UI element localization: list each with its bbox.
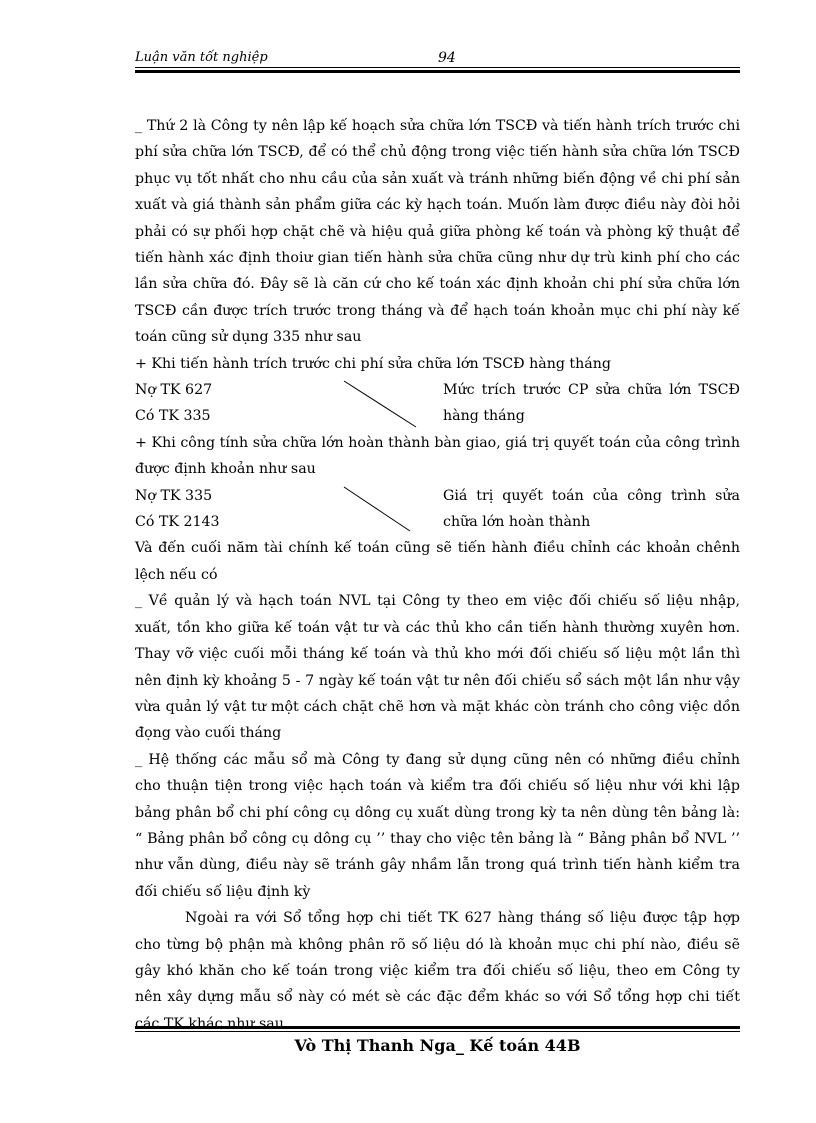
- paragraph-tscd-repair: _ Thứ 2 là Công ty nên lập kế hoạch sửa chữa lớn TSCĐ và tiến hành trích trước chi phí sửa chữa lớn TSCĐ, để có thể chủ động trong việc tiến hành sửa chữa lớn TSCĐ phục vụ tốt nhất cho nhu cầu của sản xuất và tránh những biến động về chi phí sản xuất và giá thành sản phẩm giữa các kỳ hạch toán. Muốn làm được điều này đòi hỏi phải có sự phối hợp chặt chẽ và hiệu quả giữa phòng kế toán và phòng kỹ thuật để tiến hành xác định thoiư gian tiến hành sửa chữa cũng như dự trù kinh phí cho các lần sửa chữa đó. Đây sẽ là căn cứ cho kế toán xác định khoản chi phí sửa chữa lớn TSCĐ cần được trích trước trong tháng và để hạch toán khoản mục chi phí này kế toán cũng sử dụng 335 như sau: [135, 118, 740, 346]
- paragraph-repair-completed: + Khi công tính sửa chữa lớn hoàn thành bàn giao, giá trị quyết toán của công trình được định khoản như sau: [135, 434, 740, 478]
- connector-line: [340, 379, 420, 431]
- page-number: 94: [438, 50, 456, 66]
- header-rule-thick: [135, 70, 740, 73]
- journal-entry-settlement: [135, 483, 740, 536]
- document-body: [135, 113, 740, 1037]
- paragraph-year-end: Và đến cuối năm tài chính kế toán cũng sẽ tiến hành điều chỉnh các khoản chênh lệch nếu có: [135, 540, 740, 583]
- thesis-title: Luận văn tốt nghiệp: [135, 50, 268, 65]
- author-name: Vò Thị Thanh Nga_ Kế toán 44B: [294, 1036, 581, 1055]
- header-rule-thin: [135, 67, 740, 68]
- footer-rule-thick: [135, 1026, 740, 1029]
- entry-credit: Có TK 335: [135, 408, 211, 425]
- paragraph-material-reconciliation: _ Về quản lý và hạch toán NVL tại Công ty theo em việc đối chiếu số liệu nhập, xuất, tồn kho giữa kế toán vật tư và các thủ kho cần tiến hành thường xuyên hơn. Thay vỡ việc cuối mỗi tháng kế toán và thủ kho mới đối chiếu số liệu một lần thì nên định kỳ khoảng 5 - 7 ngày kế toán vật tư nên đối chiếu sổ sách một lần như vậy vừa quản lý vật tư một cách chặt chẽ hơn và mặt khác còn tránh cho công việc dồn đọng vào cuối tháng: [135, 593, 740, 742]
- paragraph-monthly-accrual: + Khi tiến hành trích trước chi phí sửa chữa lớn TSCĐ hàng tháng: [135, 355, 611, 372]
- page-header: [135, 44, 740, 74]
- entry-description: Giá trị quyết toán của công trình sửa chữa lớn hoàn thành: [443, 487, 740, 531]
- paragraph-tk627-ledger: Ngoài ra với Sổ tổng hợp chi tiết TK 627 hàng tháng số liệu được tập hợp cho từng bộ phận mà không phân rõ số liệu dó là khoản mục chi phí nào, điều sẽ gây khó khăn cho kế toán trong việc kiểm tra đối chiếu số liệu, theo em Công ty nên xây dựng mẫu sổ này có mét sè các đặc đểm khác so với Sổ tổng hợp chi tiết các TK khác như sau: [135, 910, 740, 1032]
- entry-credit: Có TK 2143: [135, 514, 220, 531]
- paragraph-ledger-templates: _ Hệ thống các mẫu sổ mà Công ty đang sử dụng cũng nên có những điều chỉnh cho thuận tiện trong việc hạch toán và kiểm tra đối chiếu số liệu như với khi lập bảng phân bổ chi phí công cụ dông cụ xuất dùng trong kỳ ta nên dùng tên bảng là: “ Bảng phân bổ công cụ dông cụ ’’ thay cho việc tên bảng là “ Bảng phân bổ NVL ’’ như vẫn dùng, điều này sẽ tránh gây nhầm lẫn trong quá trình tiến hành kiểm tra đối chiếu số liệu định kỳ: [135, 751, 740, 900]
- entry-debit: Nợ TK 335: [135, 487, 213, 504]
- connector-line: [340, 485, 420, 537]
- footer-rule-thin: [135, 1031, 740, 1032]
- journal-entry-accrual: [135, 377, 740, 430]
- entry-description: Mức trích trước CP sửa chữa lớn TSCĐ hàng tháng: [443, 382, 740, 425]
- page-footer: [135, 1026, 740, 1066]
- entry-debit: Nợ TK 627: [135, 382, 213, 399]
